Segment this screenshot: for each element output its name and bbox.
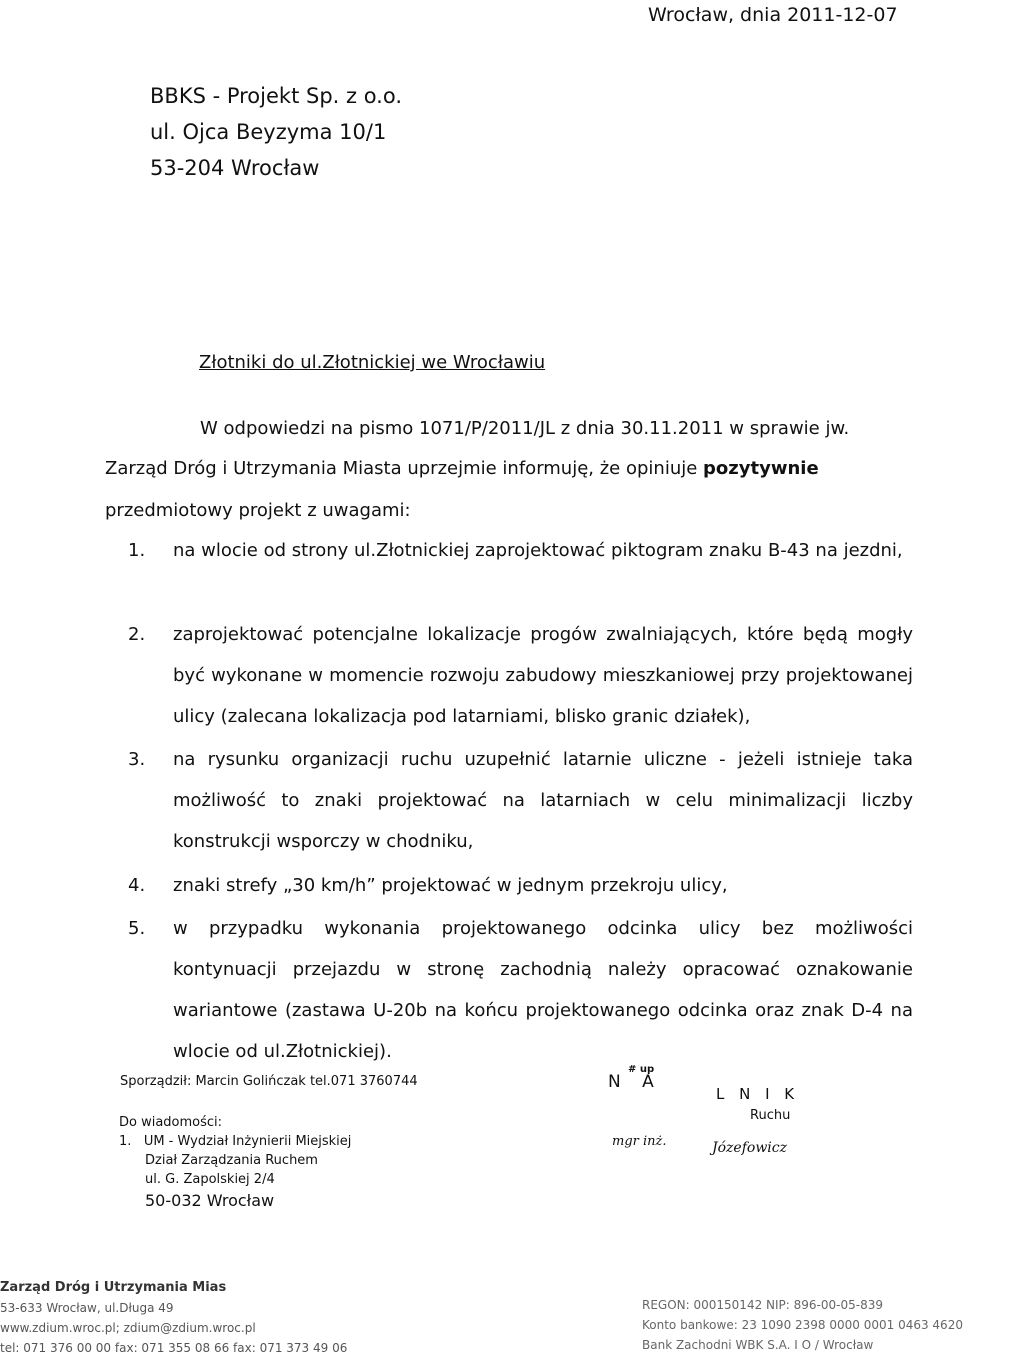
list-item-number: 2. [128,624,146,645]
list-item-number: 1. [128,540,146,561]
cc-street: ul. G. Zapolskiej 2/4 [145,1172,275,1187]
footer-right [642,1295,963,1355]
list-item-number: 4. [128,875,146,896]
list-item-text: na wlocie od strony ul.Złotnickiej zaprojektować piktogram znaku B-43 na jezdni, [173,540,903,561]
letter-subject: Złotniki do ul.Złotnickiej we Wrocławiu [199,352,546,373]
prepared-by: Sporządził: Marcin Golińczak tel.071 3760744 [120,1074,418,1089]
cc-block [119,1113,351,1210]
intro-bold: pozytywnie [703,458,819,479]
footer-web: www.zdium.wroc.pl; zdium@zdium.wroc.pl [0,1321,256,1335]
list-item-text: zaprojektować potencjalne lokalizacje progów zwalniających, które będą mogły być wykonane w momencie rozwoju zabudowy mieszkaniowej przy projektowanej ulicy (zalecana lokalizacja pod latarniami, blisko granic działek), [173,624,913,727]
cc-line-1 [119,1132,351,1151]
footer-phones: tel: 071 376 00 00 fax: 071 355 08 66 fax: 071 373 49 06 [0,1341,348,1355]
list-item-text: na rysunku organizacji ruchu uzupełnić latarnie uliczne - jeżeli istnieje taka możliwość to znaki projektować na latarniach w celu minimalizacji liczby konstrukcji wsporczy w chodniku, [173,749,913,852]
list-item-number: 3. [128,749,146,770]
intro-line-2: przedmiotowy projekt z uwagami: [105,500,411,521]
recipient-city: 53-204 Wrocław [150,156,320,180]
intro-text: Zarząd Dróg i Utrzymania Miasta uprzejmie informuję, że opiniuje [105,458,698,479]
reply-reference: W odpowiedzi na pismo 1071/P/2011/JL z dnia 30.11.2011 w sprawie jw. [200,418,850,439]
recipient-name: BBKS - Projekt Sp. z o.o. [150,84,402,108]
cc-city: 50-032 Wrocław [145,1191,275,1210]
recipient-address [150,78,402,186]
intro-line [105,458,819,479]
footer-left [0,1278,347,1358]
cc-division: Dział Zarządzania Ruchem [145,1153,318,1168]
recipient-street: ul. Ojca Beyzyma 10/1 [150,120,387,144]
letter-date: Wrocław, dnia 2011-12-07 [648,4,898,26]
signature-stamp [600,1060,810,1170]
stamp-up: # up [628,1064,655,1075]
footer-account: Konto bankowe: 23 1090 2398 0000 0001 0463 4620 [642,1318,963,1332]
cc-heading: Do wiadomości: [119,1115,223,1130]
cc-department: UM - Wydział Inżynierii Miejskiej [143,1134,352,1149]
stamp-title: mgr inż. [612,1134,667,1149]
list-item-text: znaki strefy „30 km/h” projektować w jednym przekroju ulicy, [173,875,728,896]
footer-regon: REGON: 000150142 NIP: 896-00-05-839 [642,1298,883,1312]
list-item-text: w przypadku wykonania projektowanego odcinka ulicy bez możliwości kontynuacji przejazdu w stronę zachodnią należy opracować oznakowanie wariantowe (zastawa U-20b na końcu projektowanego odcinka oraz znak D-4 na wlocie od ul.Złotnickiej). [173,918,913,1062]
footer-bank: Bank Zachodni WBK S.A. I O / Wrocław [642,1338,874,1352]
stamp-na: N A [608,1072,662,1092]
stamp-ruchu: Ruchu [750,1108,791,1123]
footer-org: Zarząd Dróg i Utrzymania Mias [0,1280,227,1295]
stamp-lnik: L N I K [716,1085,800,1103]
stamp-name: Józefowicz [712,1140,787,1156]
list-item-number: 5. [128,918,146,939]
cc-number: 1. [119,1134,132,1149]
footer-address: 53-633 Wrocław, ul.Długa 49 [0,1301,174,1315]
